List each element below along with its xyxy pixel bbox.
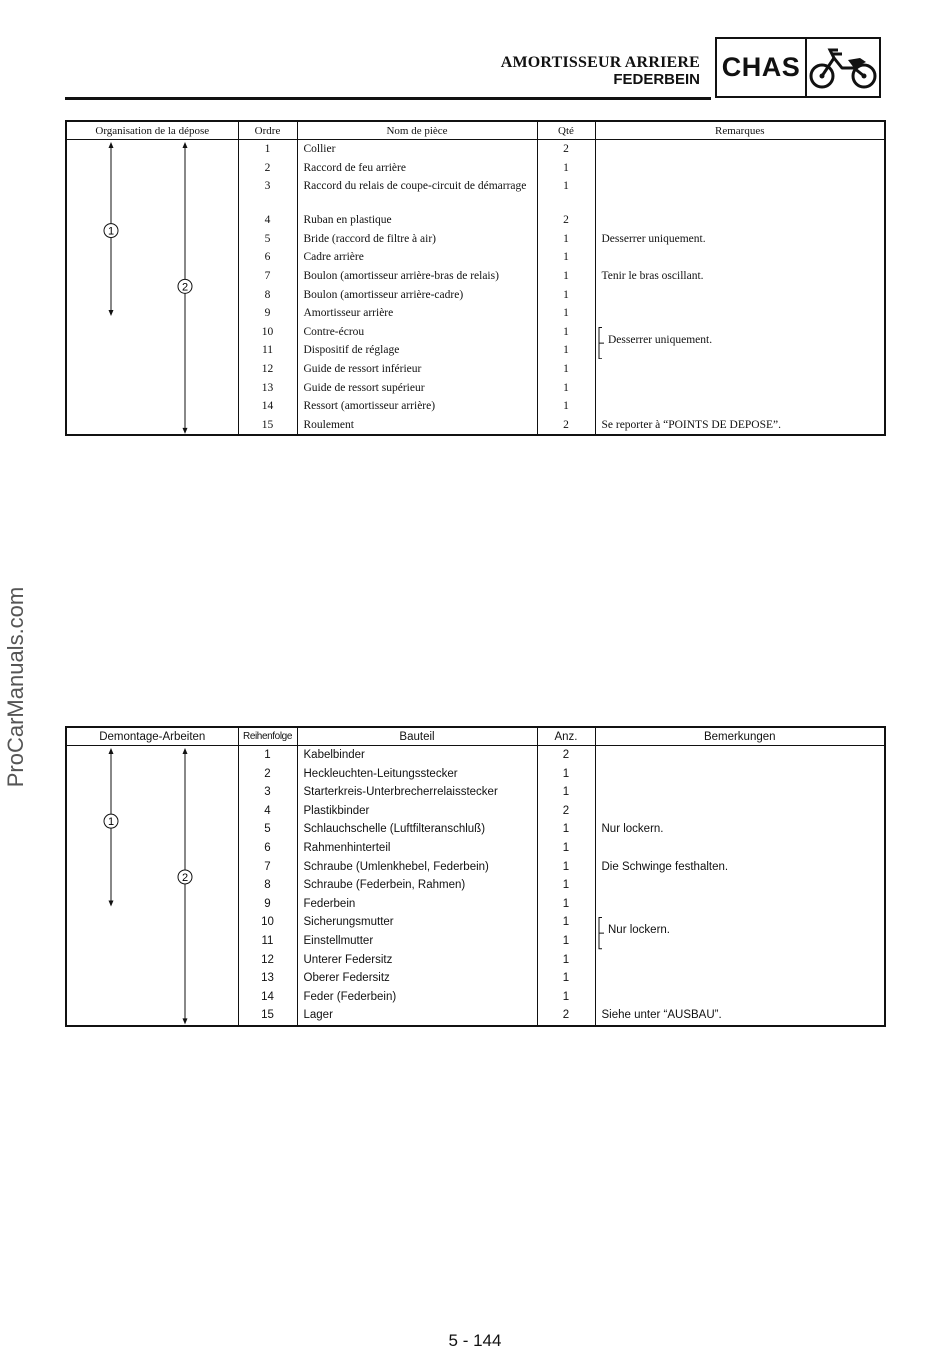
qty-cell: 1: [537, 379, 595, 398]
part-name-cell: Roulement: [297, 416, 537, 435]
part-name-cell: Bride (raccord de filtre à air): [297, 230, 537, 249]
part-name-cell: Guide de ressort inférieur: [297, 360, 537, 379]
qty-cell: 2: [537, 211, 595, 230]
qty-cell: 1: [537, 360, 595, 379]
sequence-marker-2-label: 2: [181, 281, 189, 294]
remark-cell: Se reporter à “POINTS DE DEPOSE”.: [595, 416, 885, 435]
part-name-cell: Ruban en plastique: [297, 211, 537, 230]
section-title: [501, 54, 700, 88]
section-title-fr: AMORTISSEUR ARRIERE: [500, 54, 700, 71]
order-cell: 2: [238, 159, 297, 178]
order-cell: 6: [238, 839, 297, 858]
qty-cell: 1: [537, 177, 595, 211]
order-cell: 6: [238, 248, 297, 267]
bracket-remark: Nur lockern.: [608, 924, 670, 937]
qty-cell: 1: [537, 988, 595, 1007]
order-cell: 8: [238, 876, 297, 895]
part-name-cell: Raccord de feu arrière: [297, 159, 537, 178]
col-header-order: Ordre: [238, 121, 297, 140]
part-name-cell: Schraube (Federbein, Rahmen): [297, 876, 537, 895]
chapter-badge: [715, 37, 881, 98]
part-name-cell: Boulon (amortisseur arrière-bras de relais): [297, 267, 537, 286]
order-cell: 7: [238, 267, 297, 286]
removal-sequence-cell: [66, 140, 238, 435]
qty-cell: 1: [537, 951, 595, 970]
bracket-remark: Desserrer uniquement.: [608, 333, 713, 346]
page-number: 5 - 144: [448, 1331, 502, 1350]
order-cell: 13: [238, 379, 297, 398]
qty-cell: 1: [537, 397, 595, 416]
remark-cell: Nur lockern.: [595, 820, 885, 839]
order-cell: 15: [238, 416, 297, 435]
sequence-marker-2: [178, 279, 192, 293]
part-name-cell: Boulon (amortisseur arrière-cadre): [297, 286, 537, 305]
remark-cell: [595, 360, 885, 379]
remark-cell: [595, 988, 885, 1007]
part-name-cell: Rahmenhinterteil: [297, 839, 537, 858]
order-cell: 3: [238, 783, 297, 802]
qty-cell: 2: [537, 746, 595, 765]
order-cell: 10: [238, 913, 297, 932]
watermark-text: ProCarManuals.com: [3, 586, 28, 788]
col-header-remarks: Bemerkungen: [595, 727, 885, 746]
remark-cell: Siehe unter “AUSBAU”.: [595, 1006, 885, 1025]
qty-cell: 1: [537, 765, 595, 784]
remark-cell: [595, 248, 885, 267]
remark-cell: Die Schwinge festhalten.: [595, 858, 885, 877]
part-name-cell: Oberer Federsitz: [297, 969, 537, 988]
remark-cell: [595, 304, 885, 323]
part-name-cell: Guide de ressort supérieur: [297, 379, 537, 398]
order-cell: 12: [238, 951, 297, 970]
col-header-remarks: Remarques: [595, 121, 885, 140]
watermark: [3, 586, 29, 788]
part-name-cell: Raccord du relais de coupe-circuit de démarrage: [297, 177, 537, 211]
qty-cell: 1: [537, 820, 595, 839]
qty-cell: 1: [537, 248, 595, 267]
qty-cell: 1: [537, 858, 595, 877]
qty-cell: 1: [537, 932, 595, 951]
remark-cell: [595, 746, 885, 765]
motorcycle-icon: [807, 39, 879, 96]
col-header-part-name: Bauteil: [297, 727, 537, 746]
order-cell: 1: [238, 140, 297, 159]
qty-cell: 2: [537, 1006, 595, 1025]
part-name-cell: Collier: [297, 140, 537, 159]
order-cell: 4: [238, 211, 297, 230]
sequence-marker-2: [178, 870, 192, 884]
part-name-cell: Starterkreis-Unterbrecherrelaisstecker: [297, 783, 537, 802]
remark-cell: [595, 397, 885, 416]
order-cell: 1: [238, 746, 297, 765]
qty-cell: 1: [537, 230, 595, 249]
qty-cell: 1: [537, 839, 595, 858]
removal-sequence-arrows: [67, 140, 239, 436]
order-cell: 13: [238, 969, 297, 988]
part-name-cell: Sicherungsmutter: [297, 913, 537, 932]
order-cell: 14: [238, 397, 297, 416]
removal-table-de: [65, 726, 886, 1027]
order-cell: 5: [238, 820, 297, 839]
table-row: [66, 746, 885, 765]
remark-cell: [595, 895, 885, 914]
order-cell: 5: [238, 230, 297, 249]
remark-cell: Tenir le bras oscillant.: [595, 267, 885, 286]
part-name-cell: Dispositif de réglage: [297, 341, 537, 360]
sequence-marker-1: [104, 224, 118, 238]
qty-cell: 1: [537, 286, 595, 305]
order-cell: 2: [238, 765, 297, 784]
order-cell: 11: [238, 341, 297, 360]
qty-cell: 1: [537, 323, 595, 342]
order-cell: 12: [238, 360, 297, 379]
sequence-arrow-2: [183, 748, 188, 1024]
part-name-cell: Cadre arrière: [297, 248, 537, 267]
col-header-qty: Anz.: [537, 727, 595, 746]
sequence-marker-1: [104, 814, 118, 828]
header-rule: [65, 97, 711, 100]
part-name-cell: Schlauchschelle (Luftfilteranschluß): [297, 820, 537, 839]
remark-cell: [595, 211, 885, 230]
part-name-cell: Contre-écrou: [297, 323, 537, 342]
order-cell: 11: [238, 932, 297, 951]
qty-cell: 1: [537, 876, 595, 895]
remark-cell: [595, 177, 885, 211]
removal-table-fr: [65, 120, 886, 436]
order-cell: 4: [238, 802, 297, 821]
remark-cell: [595, 286, 885, 305]
remark-cell: [595, 969, 885, 988]
order-cell: 7: [238, 858, 297, 877]
col-header-organisation: Organisation de la dépose: [66, 121, 238, 140]
col-header-qty: Qté: [537, 121, 595, 140]
table-header: [66, 727, 885, 746]
qty-cell: 2: [537, 802, 595, 821]
part-name-cell: Lager: [297, 1006, 537, 1025]
part-name-cell: Kabelbinder: [297, 746, 537, 765]
remark-cell: [595, 839, 885, 858]
col-header-demontage: Demontage-Arbeiten: [66, 727, 238, 746]
section-title-de: FEDERBEIN: [613, 71, 700, 88]
chapter-badge-label: CHAS: [717, 39, 807, 96]
part-name-cell: Feder (Federbein): [297, 988, 537, 1007]
remark-cell: [595, 876, 885, 895]
remark-cell: [595, 951, 885, 970]
remark-cell: [595, 765, 885, 784]
removal-sequence-cell: [66, 746, 238, 1025]
col-header-order: Reihenfolge: [238, 727, 297, 746]
removal-sequence-arrows: [67, 746, 239, 1026]
part-name-cell: Schraube (Umlenkhebel, Federbein): [297, 858, 537, 877]
sequence-marker-2-label: 2: [181, 871, 189, 884]
order-cell: 3: [238, 177, 297, 211]
qty-cell: 1: [537, 969, 595, 988]
part-name-cell: Einstellmutter: [297, 932, 537, 951]
part-name-cell: Federbein: [297, 895, 537, 914]
sequence-marker-1-label: 1: [107, 225, 115, 238]
remark-cell: [595, 159, 885, 178]
qty-cell: 1: [537, 304, 595, 323]
qty-cell: 1: [537, 913, 595, 932]
order-cell: 8: [238, 286, 297, 305]
qty-cell: 1: [537, 341, 595, 360]
remark-cell: [595, 802, 885, 821]
part-name-cell: Amortisseur arrière: [297, 304, 537, 323]
col-header-part-name: Nom de pièce: [297, 121, 537, 140]
qty-cell: 1: [537, 267, 595, 286]
remark-cell: [595, 379, 885, 398]
qty-cell: 1: [537, 895, 595, 914]
sequence-marker-1-label: 1: [107, 816, 115, 829]
order-cell: 10: [238, 323, 297, 342]
table-row: [66, 140, 885, 159]
part-name-cell: Ressort (amortisseur arrière): [297, 397, 537, 416]
order-cell: 9: [238, 895, 297, 914]
qty-cell: 1: [537, 783, 595, 802]
remark-cell: [595, 140, 885, 159]
part-name-cell: Unterer Federsitz: [297, 951, 537, 970]
qty-cell: 2: [537, 140, 595, 159]
part-name-cell: Heckleuchten-Leitungsstecker: [297, 765, 537, 784]
order-cell: 15: [238, 1006, 297, 1025]
order-cell: 9: [238, 304, 297, 323]
qty-cell: 2: [537, 416, 595, 435]
qty-cell: 1: [537, 159, 595, 178]
part-name-cell: Plastikbinder: [297, 802, 537, 821]
remark-cell: Desserrer uniquement.: [595, 230, 885, 249]
table-header: [66, 121, 885, 140]
order-cell: 14: [238, 988, 297, 1007]
remark-cell: [595, 783, 885, 802]
